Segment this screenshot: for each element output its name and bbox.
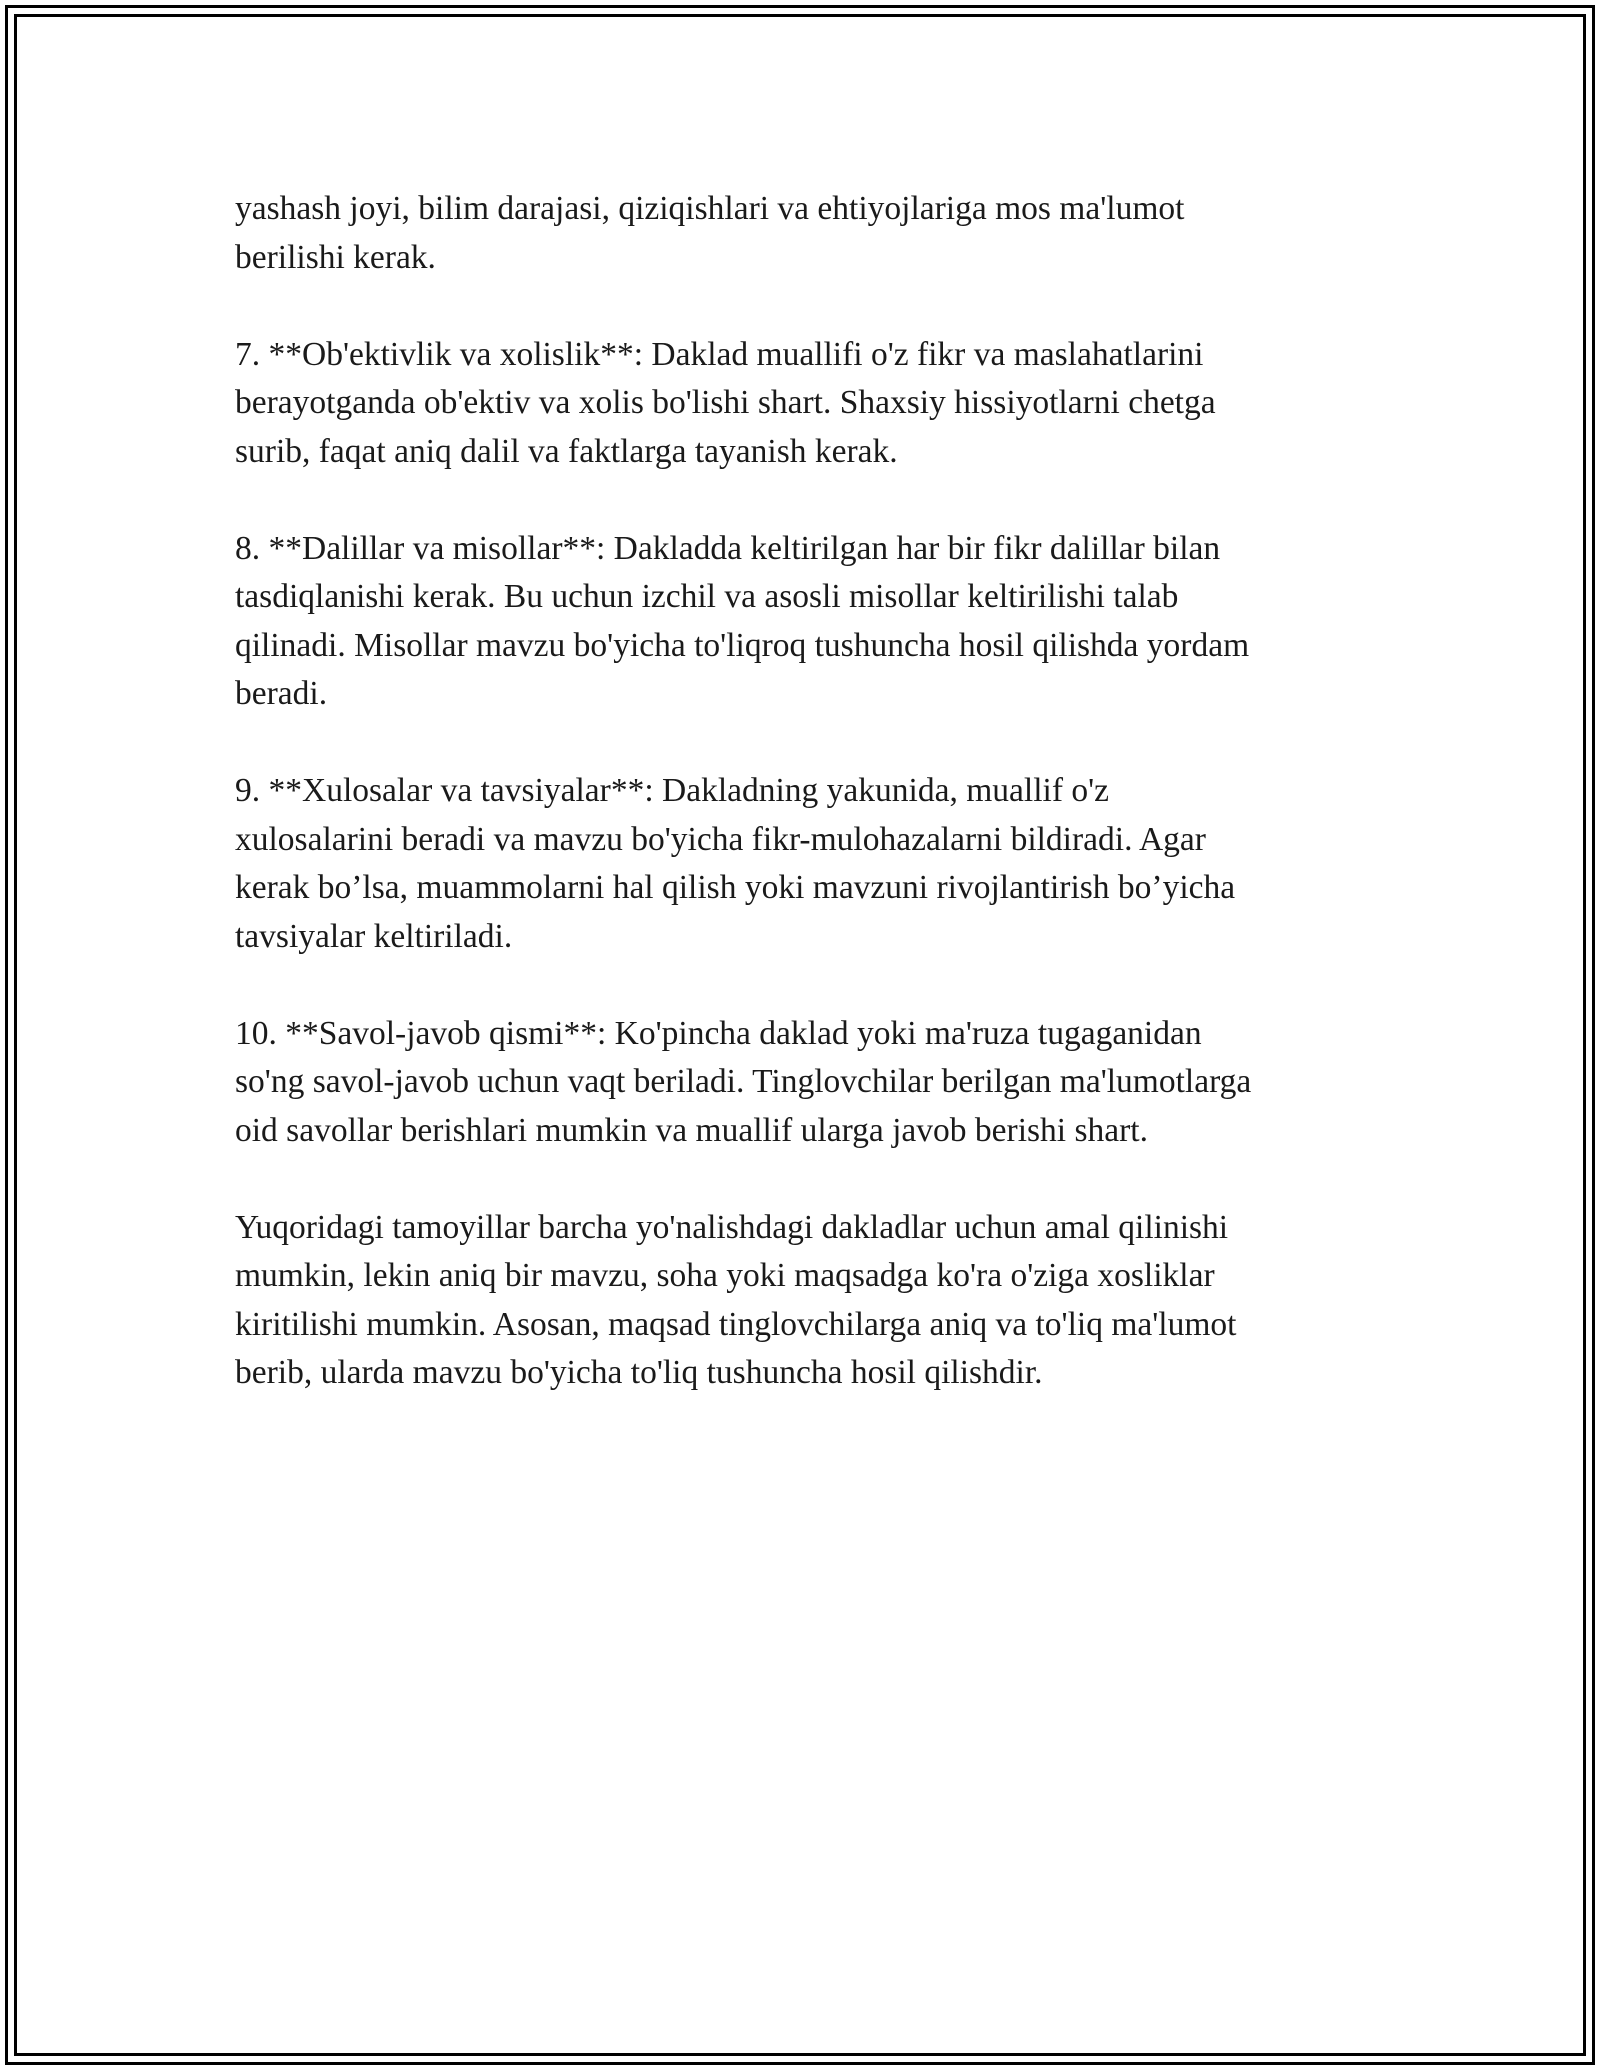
paragraph-item-8 (235, 525, 1375, 719)
text-line: kiritilishi mumkin. Asosan, maqsad tinglovchilarga aniq va to'liq ma'lumot (235, 1305, 1237, 1343)
paragraph-conclusion (235, 1204, 1375, 1398)
text-line: berayotganda ob'ektiv va xolis bo'lishi shart. Shaxsiy hissiyotlarni chetga (235, 384, 1216, 421)
text-line: mumkin, lekin aniq bir mavzu, soha yoki maqsadga ko'ra o'ziga xosliklar (235, 1257, 1215, 1294)
text-line: berilishi kerak. (235, 238, 436, 276)
text-line: beradi. (235, 675, 328, 712)
text-line: surib, faqat aniq dalil va faktlarga tayanish kerak. (235, 432, 898, 470)
text-line: 9. **Xulosalar va tavsiyalar**: Dakladning yakunida, muallif o'z (235, 772, 1110, 809)
text-line: so'ng savol-javob uchun vaqt beriladi. Tinglovchilar berilgan ma'lumotlarga (235, 1063, 1252, 1100)
text-line: Yuqoridagi tamoyillar barcha yo'nalishdagi dakladlar uchun amal qilinishi (235, 1208, 1229, 1246)
text-line: 8. **Dalillar va misollar**: Dakladda keltirilgan har bir fikr dalillar bilan (235, 529, 1221, 567)
paragraph-item-10 (235, 1010, 1375, 1156)
paragraph-item-9 (235, 767, 1375, 961)
text-line: yashash joyi, bilim darajasi, qiziqishlari va ehtiyojlariga mos ma'lumot (235, 190, 1185, 227)
text-line: tasdiqlanishi kerak. Bu uchun izchil va asosli misollar keltirilishi talab (235, 578, 1179, 615)
document-body (235, 185, 1375, 1446)
text-line: qilinadi. Misollar mavzu bo'yicha to'liqroq tushuncha hosil qilishda yordam (235, 626, 1250, 664)
text-line: xulosalarini beradi va mavzu bo'yicha fikr-mulohazalarni bildiradi. Agar (235, 820, 1206, 858)
paragraph-item-7 (235, 331, 1375, 477)
text-line: berib, ularda mavzu bo'yicha to'liq tushuncha hosil qilishdir. (235, 1354, 1043, 1391)
text-line: oid savollar berishlari mumkin va muallif ularga javob berishi shart. (235, 1111, 1148, 1149)
paragraph-intro-continuation (235, 185, 1375, 282)
text-line: 10. **Savol-javob qismi**: Ko'pincha daklad yoki ma'ruza tugaganidan (235, 1014, 1202, 1052)
text-line: kerak bo’lsa, muammolarni hal qilish yoki mavzuni rivojlantirish bo’yicha (235, 869, 1236, 906)
text-line: tavsiyalar keltiriladi. (235, 917, 513, 955)
text-line: 7. **Ob'ektivlik va xolislik**: Daklad muallifi o'z fikr va maslahatlarini (235, 335, 1204, 373)
